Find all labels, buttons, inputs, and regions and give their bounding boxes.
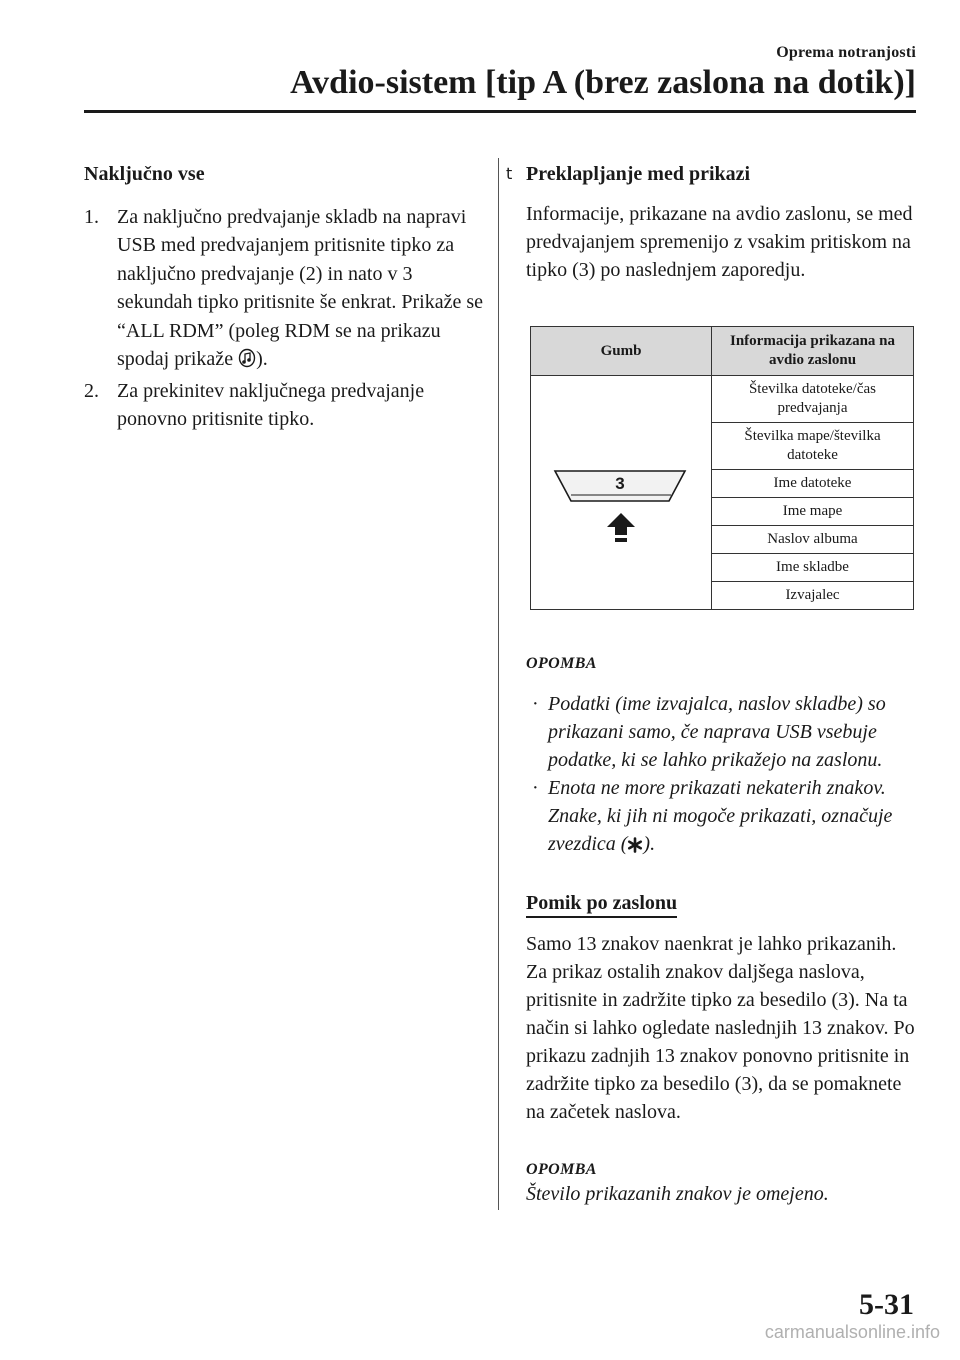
section-label: Oprema notranjosti xyxy=(776,44,916,61)
intro-paragraph: Informacije, prikazane na avdio zaslonu, se med predvajanjem spremenijo z vsakim pritiskom na tipko (3) po naslednjem zaporedju. xyxy=(526,203,913,281)
table-cell-info: Številka datoteke/čas predvajanja xyxy=(712,376,914,423)
button-label: 3 xyxy=(615,473,625,493)
step-number: 1. xyxy=(84,205,99,228)
step-number: 2. xyxy=(84,379,99,402)
header-rule xyxy=(84,110,916,113)
note-block-1 xyxy=(526,650,916,861)
right-column xyxy=(506,160,916,284)
step-text-end: ). xyxy=(256,348,268,370)
step-2 xyxy=(84,377,484,434)
table-cell-info: Ime datoteke xyxy=(712,470,914,498)
asterisk-icon xyxy=(627,833,643,861)
column-divider xyxy=(498,158,499,1210)
heading-marker: t xyxy=(506,164,513,183)
table-row xyxy=(531,376,914,423)
note-bullet-1 xyxy=(526,690,916,774)
table-cell-info: Ime mape xyxy=(712,498,914,526)
scroll-paragraph: Samo 13 znakov naenkrat je lahko prikazanih. Za prikaz ostalih znakov daljšega naslova, pritisnite in zadržite tipko za besedilo (3). Na ta način si lahko ogledate naslednjih 13 znakov. Po prikazu zadnjih 13 znakov ponovno pritisnite in zadržite tipko za besedilo (3), da se pomaknete na začetek naslova. xyxy=(526,933,915,1123)
table-cell-info: Številka mape/številka datoteke xyxy=(712,423,914,470)
button-3-illustration xyxy=(531,437,711,517)
left-column xyxy=(84,160,484,434)
step-text: Za prekinitev naključnega predvajanje ponovno pritisnite tipko. xyxy=(117,379,425,430)
heading-text: Preklapljanje med prikazi xyxy=(526,163,751,185)
bullet-dot: · xyxy=(532,693,539,715)
table-cell-info: Ime skladbe xyxy=(712,554,914,582)
note-text: Število prikazanih znakov je omejeno. xyxy=(526,1183,829,1205)
random-music-icon xyxy=(238,348,256,377)
page-number: 5-31 xyxy=(859,1288,914,1321)
button-cell xyxy=(531,376,712,610)
bullet-text-end: ). xyxy=(643,833,656,855)
bullet-text: Podatki (ime izvajalca, naslov skladbe) so prikazani samo, če naprava USB vsebuje podatke, ki se lahko prikažejo na zaslonu. xyxy=(548,693,886,771)
page-title: Avdio-sistem [tip A (brez zaslona na dotik)] xyxy=(290,64,916,101)
scroll-heading: Pomik po zaslonu xyxy=(526,892,677,918)
table-header-info: Informacija prikazana na avdio zaslonu xyxy=(712,327,914,376)
note-bullet-2 xyxy=(526,774,916,861)
step-text: Za naključno predvajanje skladb na napravi USB med predvajanjem pritisnite tipko za naključno predvajanje (2) in nato v 3 sekundah tipko pritisnite še enkrat. Prikaže se “ALL RDM” (poleg RDM se na prikazu spodaj prikaže xyxy=(117,205,484,370)
note-block-2 xyxy=(526,1160,916,1208)
table-header-row xyxy=(531,327,914,376)
scroll-paragraph-block xyxy=(526,930,916,1126)
table-cell-info: Naslov albuma xyxy=(712,526,914,554)
display-switch-heading xyxy=(506,160,916,188)
bullet-text: Enota ne more prikazati nekaterih znakov. Znake, ki jih ni mogoče prikazati, označuje zvezdica ( xyxy=(548,777,893,855)
note-label: OPOMBA xyxy=(526,655,597,672)
random-all-heading: Naključno vse xyxy=(84,163,205,185)
note-label: OPOMBA xyxy=(526,1161,597,1178)
bullet-dot: · xyxy=(532,777,539,799)
table-header-button: Gumb xyxy=(531,327,712,376)
step-1 xyxy=(84,203,484,377)
table-cell-info: Izvajalec xyxy=(712,582,914,610)
watermark: carmanualsonline.info xyxy=(764,1322,940,1342)
display-info-table xyxy=(530,326,914,610)
